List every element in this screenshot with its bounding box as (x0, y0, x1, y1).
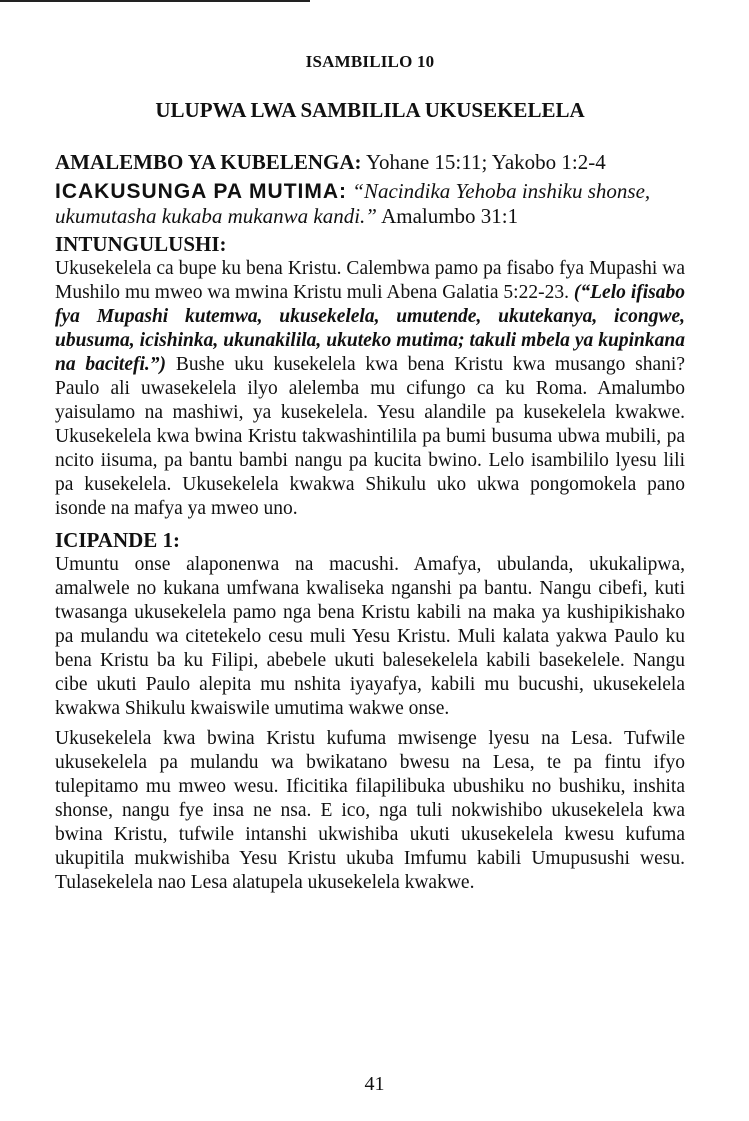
page-body (55, 52, 685, 901)
page-number: 41 (364, 1073, 385, 1095)
memory-verse-reference: Amalumbo 31:1 (381, 204, 519, 228)
memory-verse (55, 179, 685, 229)
intro-text-1: Ukusekelela ca bupe ku bena Kristu. Calembwa pamo pa fisabo fya Mupashi wa Mushilo mu mweo wa mwina Kristu muli Abena Galatia 5:22-23. (55, 258, 685, 303)
reading-text: Yohane 15:11; Yakobo 1:2-4 (365, 150, 606, 174)
chapter-label: ISAMBILILO 10 (305, 52, 435, 71)
page-title: ULUPWA LWA SAMBILILA UKUSEKELELA (155, 98, 585, 122)
top-rule (0, 0, 310, 2)
reading-line (55, 149, 685, 175)
memory-verse-quote: “Nacindika Yehoba inshiku shonse, ukumutasha kukaba mukanwa kandi.” (55, 179, 651, 228)
section1-paragraph-1: Umuntu onse alaponenwa na macushi. Amafya, ubulanda, ukukalipwa, amalwele no kukana umfwana kwaliseka nganshi pa bantu. Nangu cibefi, kuti twasanga ukusekelela pamo nga bena Kristu kabili na maka ya kushipikishako pa mulandu wa citetekelo cesu muli Yesu Kristu. Muli kalata yakwa Paulo ku bena Kristu ba ku Filipi, abebele ukuti balesekelela kabili basekelele. Nangu cibe ukuti Paulo alepita mu nshita iyayafya, kabili mu bucushi, ukusekelela kwakwa Shikulu kwaiswile umutima wakwe onse. (55, 554, 685, 719)
memory-verse-label: ICAKUSUNGA PA MUTIMA: (55, 180, 348, 203)
intro-paragraph (55, 257, 685, 521)
intro-heading: INTUNGULUSHI: (55, 232, 227, 256)
reading-label: AMALEMBO YA KUBELENGA: (55, 150, 362, 174)
intro-quote: (“Lelo ifisabo fya Mupashi kutemwa, ukusekelela, umutende, ukutekanya, icongwe, ubusuma, icishinka, ukunakilila, ukuteko mutima; takuli mbela ya kupinkana na bacitefi.”) (55, 282, 685, 375)
section1-heading: ICIPANDE 1: (55, 528, 181, 552)
intro-text-2: Bushe uku kusekelela kwa bena Kristu kwa musango shani? Paulo ali uwasekelela ilyo alelemba mu cifungo ca ku Roma. Amalumbo yaisulamo na mashiwi, ya kusekelela. Yesu alandile pa kusekelela kwakwe. Ukusekelela kwa bwina Kristu takwashintilila pa bumi busuma ubwa mubili, pa ncito iisuma, pa bantu bambi nangu pa kucita bwino. Lelo isambililo lyesu lili pa kusekelela. Ukusekelela kwakwa Shikulu uko ukwa pongomokela pano isonde na mafya ya mweo uno. (55, 354, 685, 519)
section1-paragraph-2: Ukusekelela kwa bwina Kristu kufuma mwisenge lyesu na Lesa. Tufwile ukusekelela pa mulandu wa bwikatano bwesu na Lesa, te pa fintu ifyo tulepitamo mu mweo wesu. Ificitika filapilibuka ubushiku no bushiku, inshita shonse, nangu fye insa ne nsa. E ico, nga tuli nokwishibo ukusekelela kwa bwina Kristu, tufwile intanshi ukwishiba ukuti ukusekelela kwesu kufuma ukupitila mukwishiba Yesu Kristu ukuba Imfumu kabili Umupusushi wesu. Tulasekelela nao Lesa alatupela ukusekelela kwakwe. (55, 728, 685, 893)
